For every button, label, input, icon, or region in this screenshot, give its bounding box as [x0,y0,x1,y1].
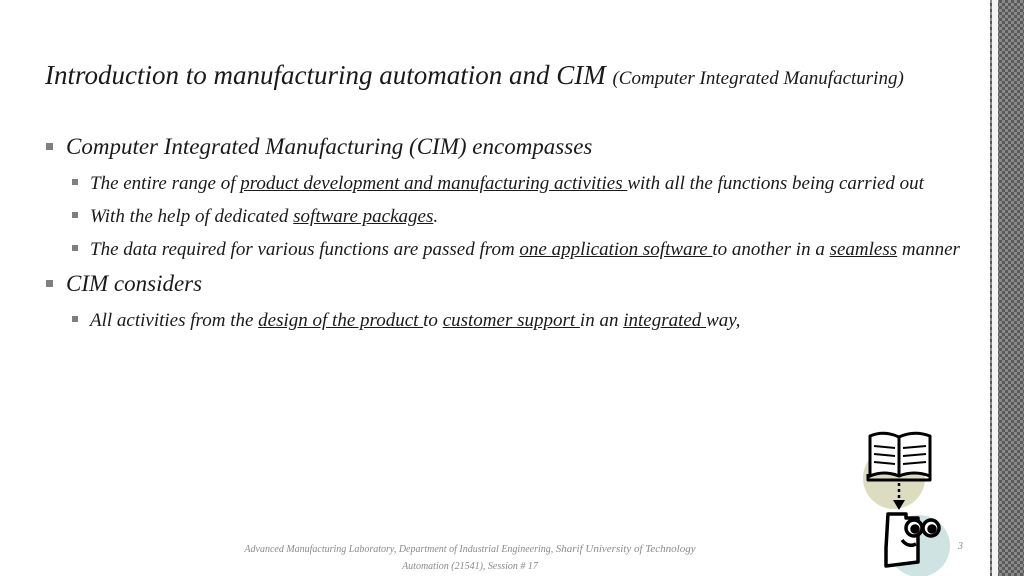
title-subtitle: (Computer Integrated Manufacturing) [612,68,904,89]
sub-bullet-item [69,170,965,197]
sub-bullet-text: All activities from the [90,310,259,331]
underlined-phrase: design of the product [258,310,424,331]
sub-bullet-item [69,203,965,230]
decorative-border [990,0,1024,576]
sub-bullet-text: The data required for various functions are passed from [90,239,520,260]
sub-bullet-text: way, [706,310,741,331]
sub-bullet-item [69,236,965,263]
title-main: Introduction to manufacturing automation and CIM [45,60,606,90]
bullet-item [45,269,965,299]
sub-bullet-text: . [433,206,439,227]
underlined-phrase: product development and manufacturing activities [240,173,628,194]
underlined-phrase: software packages [293,206,434,227]
sub-bullet-text: with all the functions being carried out [627,173,924,194]
footer [170,541,770,575]
page-title [45,58,975,96]
bullet-item [45,132,965,162]
underlined-phrase: seamless [829,239,898,260]
sub-bullet-text: in an [579,310,624,331]
slide-number: 3 [958,541,963,552]
sub-bullet-text: to [423,310,443,331]
sub-bullet-text: manner [897,239,960,260]
sub-bullet-text: With the help of dedicated [90,206,294,227]
bullet-text: Computer Integrated Manufacturing (CIM) encompasses [66,134,593,159]
underlined-phrase: integrated [623,310,707,331]
underlined-phrase: one application software [519,239,713,260]
sub-bullet-text: to another in a [712,239,830,260]
underlined-phrase: customer support [442,310,580,331]
learning-illustration [858,428,958,576]
bullet-text: CIM considers [66,271,203,296]
footer-line-2: Automation (21541), Session # 17 [402,561,538,572]
sub-bullet-text: The entire range of [90,173,241,194]
footer-line-1: Advanced Manufacturing Laboratory, Department of Industrial Engineering, Sharif University of Technology [244,543,696,555]
bullet-list [45,132,965,340]
book-icon [868,433,930,480]
sub-bullet-item [69,307,965,334]
